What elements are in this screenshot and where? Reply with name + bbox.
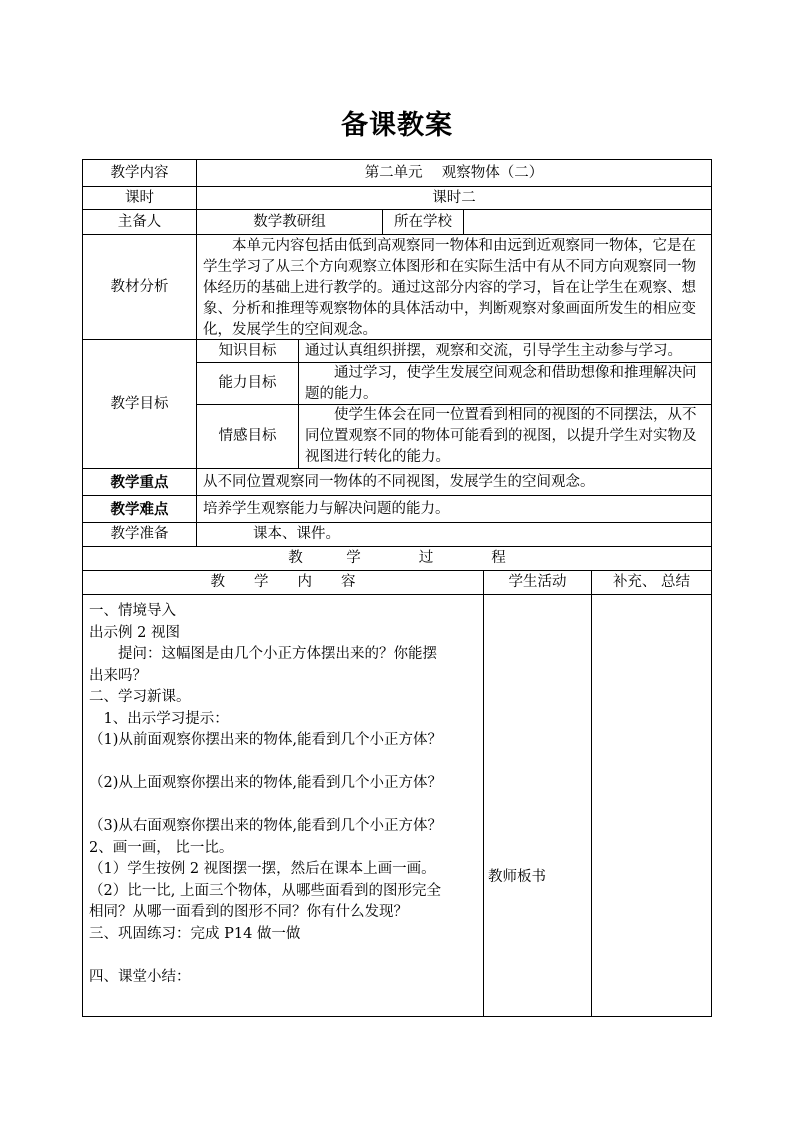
ability-text: 通过学习，使学生发展空间观念和借助想像和推理解决问题的能力。 [305,364,697,402]
value-school [463,209,712,235]
summary-cell [591,594,712,1017]
value-period: 课时二 [196,186,712,210]
page-title: 备课教案 [341,110,453,141]
lesson-line: 相同？从哪一面看到的图形不同？你有什么发现？ [89,904,408,920]
emotion-text: 使学生体会在同一位置看到相同的视图的不同摆法，从不同位置观察不同的物体可能看到的视图，以提升学生对实物及视图进行转化的能力。 [305,407,697,465]
lesson-line: 出示例 2 视图 [89,624,180,641]
analysis-text: 本单元内容包括由低到高观察同一物体和由远到近观察同一物体，它是在学生学习了从三个方向观察立体图形和在实际生活中有从不同方向观察同一物体经历的基础上进行教学的。通过这部分内容的学习，旨在让学生在观察、想象、分析和推理等观察物体的具体活动中，判断观察对象画面所发生的相应变化，发展学生的空间观念。 [203,237,696,338]
lesson-line: （2)从上面观察你摆出来的物体,能看到几个小正方体？ [89,775,442,791]
col-summary-header: 补充、 总结 [591,570,712,595]
label-content: 教学内容 [82,159,197,187]
value-content: 第二单元 观察物体（二） [196,159,712,187]
label-knowledge: 知识目标 [196,339,299,363]
activity-cell [483,594,592,1017]
label-key: 教学重点 [82,468,197,496]
label-analysis: 教材分析 [82,234,197,340]
lesson-line: 提问：这幅图是由几个小正方体摆出来的？你能摆 [89,646,437,662]
spacer [89,945,442,967]
label-prep: 教学准备 [82,522,197,547]
label-emotion: 情感目标 [196,404,299,469]
prep-text: 课本、课件。 [196,522,712,547]
activity-text: 教师板书 [488,869,546,885]
emotion-cell [298,404,712,469]
knowledge-text: 通过认真组织拼摆，观察和交流，引导学生主动参与学习。 [298,339,712,363]
ability-cell [298,362,712,405]
label-school: 所在学校 [382,209,464,235]
key-text: 从不同位置观察同一物体的不同视图，发展学生的空间观念。 [196,468,712,496]
col-activity-header: 学生活动 [483,570,592,595]
lesson-line: （1)从前面观察你摆出来的物体,能看到几个小正方体？ [89,732,442,748]
label-ability: 能力目标 [196,362,299,405]
lesson-line: 出来吗？ [89,667,147,684]
value-preparer: 数学教研组 [196,209,383,235]
spacer [89,752,442,774]
lesson-line: （1）学生按例 2 视图摆一摆，然后在课本上画一画。 [89,861,436,877]
difficulty-text: 培养学生观察能力与解决问题的能力。 [196,495,712,523]
lesson-line: （3)从右面观察你摆出来的物体,能看到几个小正方体？ [89,818,442,834]
lesson-content-cell [82,594,484,1017]
lesson-line: 二、学习新课。 [89,689,191,705]
lesson-line: 四、课堂小结： [89,968,191,985]
analysis-cell [196,234,712,340]
label-preparer: 主备人 [82,209,197,235]
lesson-line: 2、画一画， 比一比。 [89,839,234,856]
lesson-lines [83,595,448,994]
process-header: 教 学 过 程 [82,546,712,571]
lesson-line: （2）比一比, 上面三个物体，从哪些面看到的图形完全 [89,882,441,899]
lesson-line: 三、巩固练习：完成 P14 做一做 [89,925,301,942]
lesson-line: 一、情境导入 [89,603,176,619]
label-difficulty: 教学难点 [82,495,197,523]
label-period: 课时 [82,186,197,210]
spacer [89,795,442,817]
label-goals: 教学目标 [82,339,197,469]
lesson-line: 1、出示学习提示： [89,710,229,727]
col-content-header: 教 学 内 容 [82,570,484,595]
